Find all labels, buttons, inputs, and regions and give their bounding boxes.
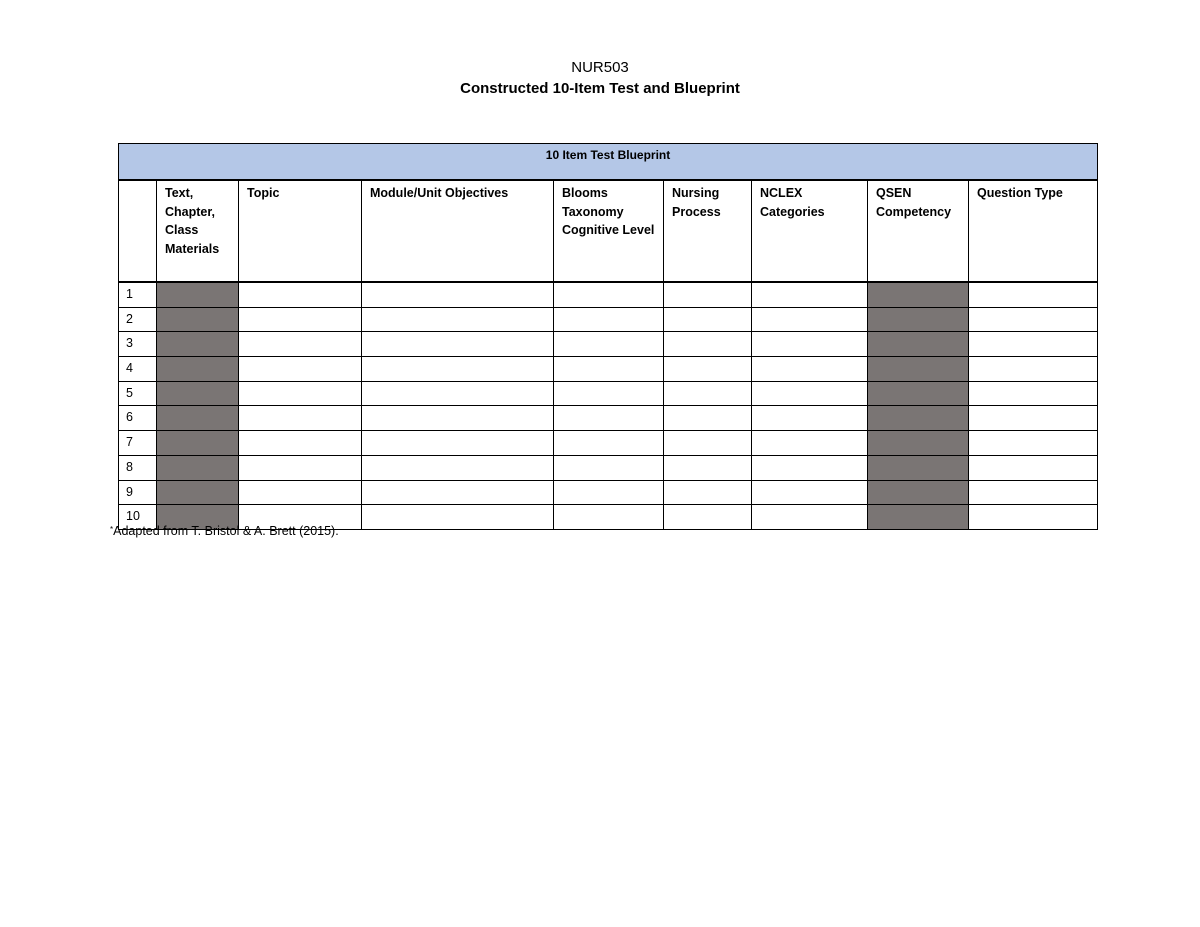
table-cell: [362, 307, 554, 332]
table-cell: [868, 505, 969, 530]
table-row: [119, 282, 1098, 307]
table-cell: [868, 431, 969, 456]
table-cell: [239, 357, 362, 382]
header-qsen-competency: QSEN Competency: [868, 180, 969, 282]
row-number: 4: [119, 357, 157, 382]
table-cell: [554, 480, 664, 505]
row-number: 5: [119, 381, 157, 406]
table-cell: [664, 381, 752, 406]
table-cell: [752, 480, 868, 505]
table-cell: [868, 307, 969, 332]
table-cell: [554, 381, 664, 406]
table-cell: [362, 357, 554, 382]
table-cell: [157, 406, 239, 431]
table-cell: [362, 480, 554, 505]
table-cell: [554, 431, 664, 456]
table-cell: [969, 381, 1098, 406]
document-title: [0, 57, 1200, 99]
header-number: [119, 180, 157, 282]
course-code: NUR503: [571, 59, 629, 76]
table-cell: [752, 357, 868, 382]
table-cell: [969, 357, 1098, 382]
row-number: 8: [119, 455, 157, 480]
table-cell: [554, 282, 664, 307]
table-cell: [664, 282, 752, 307]
page-title: Constructed 10-Item Test and Blueprint: [460, 80, 740, 97]
table-cell: [752, 406, 868, 431]
table-banner-label: 10 Item Test Blueprint: [545, 148, 671, 162]
table-cell: [868, 406, 969, 431]
table-cell: [554, 357, 664, 382]
table-cell: [752, 455, 868, 480]
table-cell: [239, 406, 362, 431]
table-cell: [868, 455, 969, 480]
row-number: 1: [119, 282, 157, 307]
header-nursing-process: Nursing Process: [664, 180, 752, 282]
header-blooms-level: Blooms Taxonomy Cognitive Level: [554, 180, 664, 282]
table-cell: [362, 406, 554, 431]
table-cell: [362, 431, 554, 456]
table-cell: [969, 480, 1098, 505]
header-text-chapter: Text, Chapter, Class Materials: [157, 180, 239, 282]
table-cell: [157, 431, 239, 456]
table-cell: [362, 282, 554, 307]
table-cell: [969, 455, 1098, 480]
blueprint-table: [118, 143, 1098, 530]
table-cell: [554, 406, 664, 431]
table-cell: [664, 357, 752, 382]
table-cell: [752, 307, 868, 332]
table-header-row: [119, 180, 1098, 282]
table-cell: [157, 282, 239, 307]
table-cell: [664, 480, 752, 505]
header-nclex-categories: NCLEX Categories: [752, 180, 868, 282]
table-cell: [969, 406, 1098, 431]
table-cell: [868, 381, 969, 406]
row-number: 9: [119, 480, 157, 505]
row-number: 7: [119, 431, 157, 456]
table-cell: [157, 332, 239, 357]
footnote: [110, 523, 339, 539]
row-number: 3: [119, 332, 157, 357]
table-row: [119, 332, 1098, 357]
table-cell: [664, 307, 752, 332]
table-row: [119, 480, 1098, 505]
table-cell: [157, 381, 239, 406]
table-cell: [362, 332, 554, 357]
table-cell: [664, 406, 752, 431]
table-cell: [362, 505, 554, 530]
table-row: [119, 307, 1098, 332]
table-cell: [752, 381, 868, 406]
table-cell: [362, 455, 554, 480]
table-cell: [969, 431, 1098, 456]
table-cell: [554, 505, 664, 530]
table-cell: [157, 455, 239, 480]
table-cell: [969, 307, 1098, 332]
table-cell: [554, 307, 664, 332]
footnote-marker: *: [110, 525, 114, 534]
table-cell: [969, 505, 1098, 530]
table-row: [119, 357, 1098, 382]
table-cell: [362, 381, 554, 406]
table-row: [119, 431, 1098, 456]
table-cell: [239, 282, 362, 307]
table-cell: [554, 332, 664, 357]
table-cell: [239, 480, 362, 505]
table-cell: [752, 282, 868, 307]
table-cell: [752, 505, 868, 530]
table-cell: [664, 455, 752, 480]
table-row: [119, 406, 1098, 431]
table-cell: [664, 332, 752, 357]
table-cell: [239, 381, 362, 406]
table-cell: [239, 431, 362, 456]
footnote-text: Adapted from T. Bristol & A. Brett (2015).: [113, 524, 339, 538]
table-cell: [239, 455, 362, 480]
table-cell: [157, 357, 239, 382]
header-module-objectives: Module/Unit Objectives: [362, 180, 554, 282]
table-cell: [969, 332, 1098, 357]
table-row: [119, 381, 1098, 406]
table-banner: [119, 144, 1098, 181]
table-cell: [157, 480, 239, 505]
row-number: 6: [119, 406, 157, 431]
table-cell: [868, 357, 969, 382]
table-cell: [664, 431, 752, 456]
table-row: [119, 455, 1098, 480]
table-cell: [239, 332, 362, 357]
header-question-type: Question Type: [969, 180, 1098, 282]
table-cell: [969, 282, 1098, 307]
table-cell: [239, 307, 362, 332]
header-topic: Topic: [239, 180, 362, 282]
table-cell: [664, 505, 752, 530]
table-cell: [752, 431, 868, 456]
table-cell: [868, 332, 969, 357]
table-cell: [868, 282, 969, 307]
row-number: 10: [119, 505, 157, 530]
table-cell: [752, 332, 868, 357]
table-cell: [554, 455, 664, 480]
table-cell: [157, 307, 239, 332]
row-number: 2: [119, 307, 157, 332]
table-cell: [868, 480, 969, 505]
